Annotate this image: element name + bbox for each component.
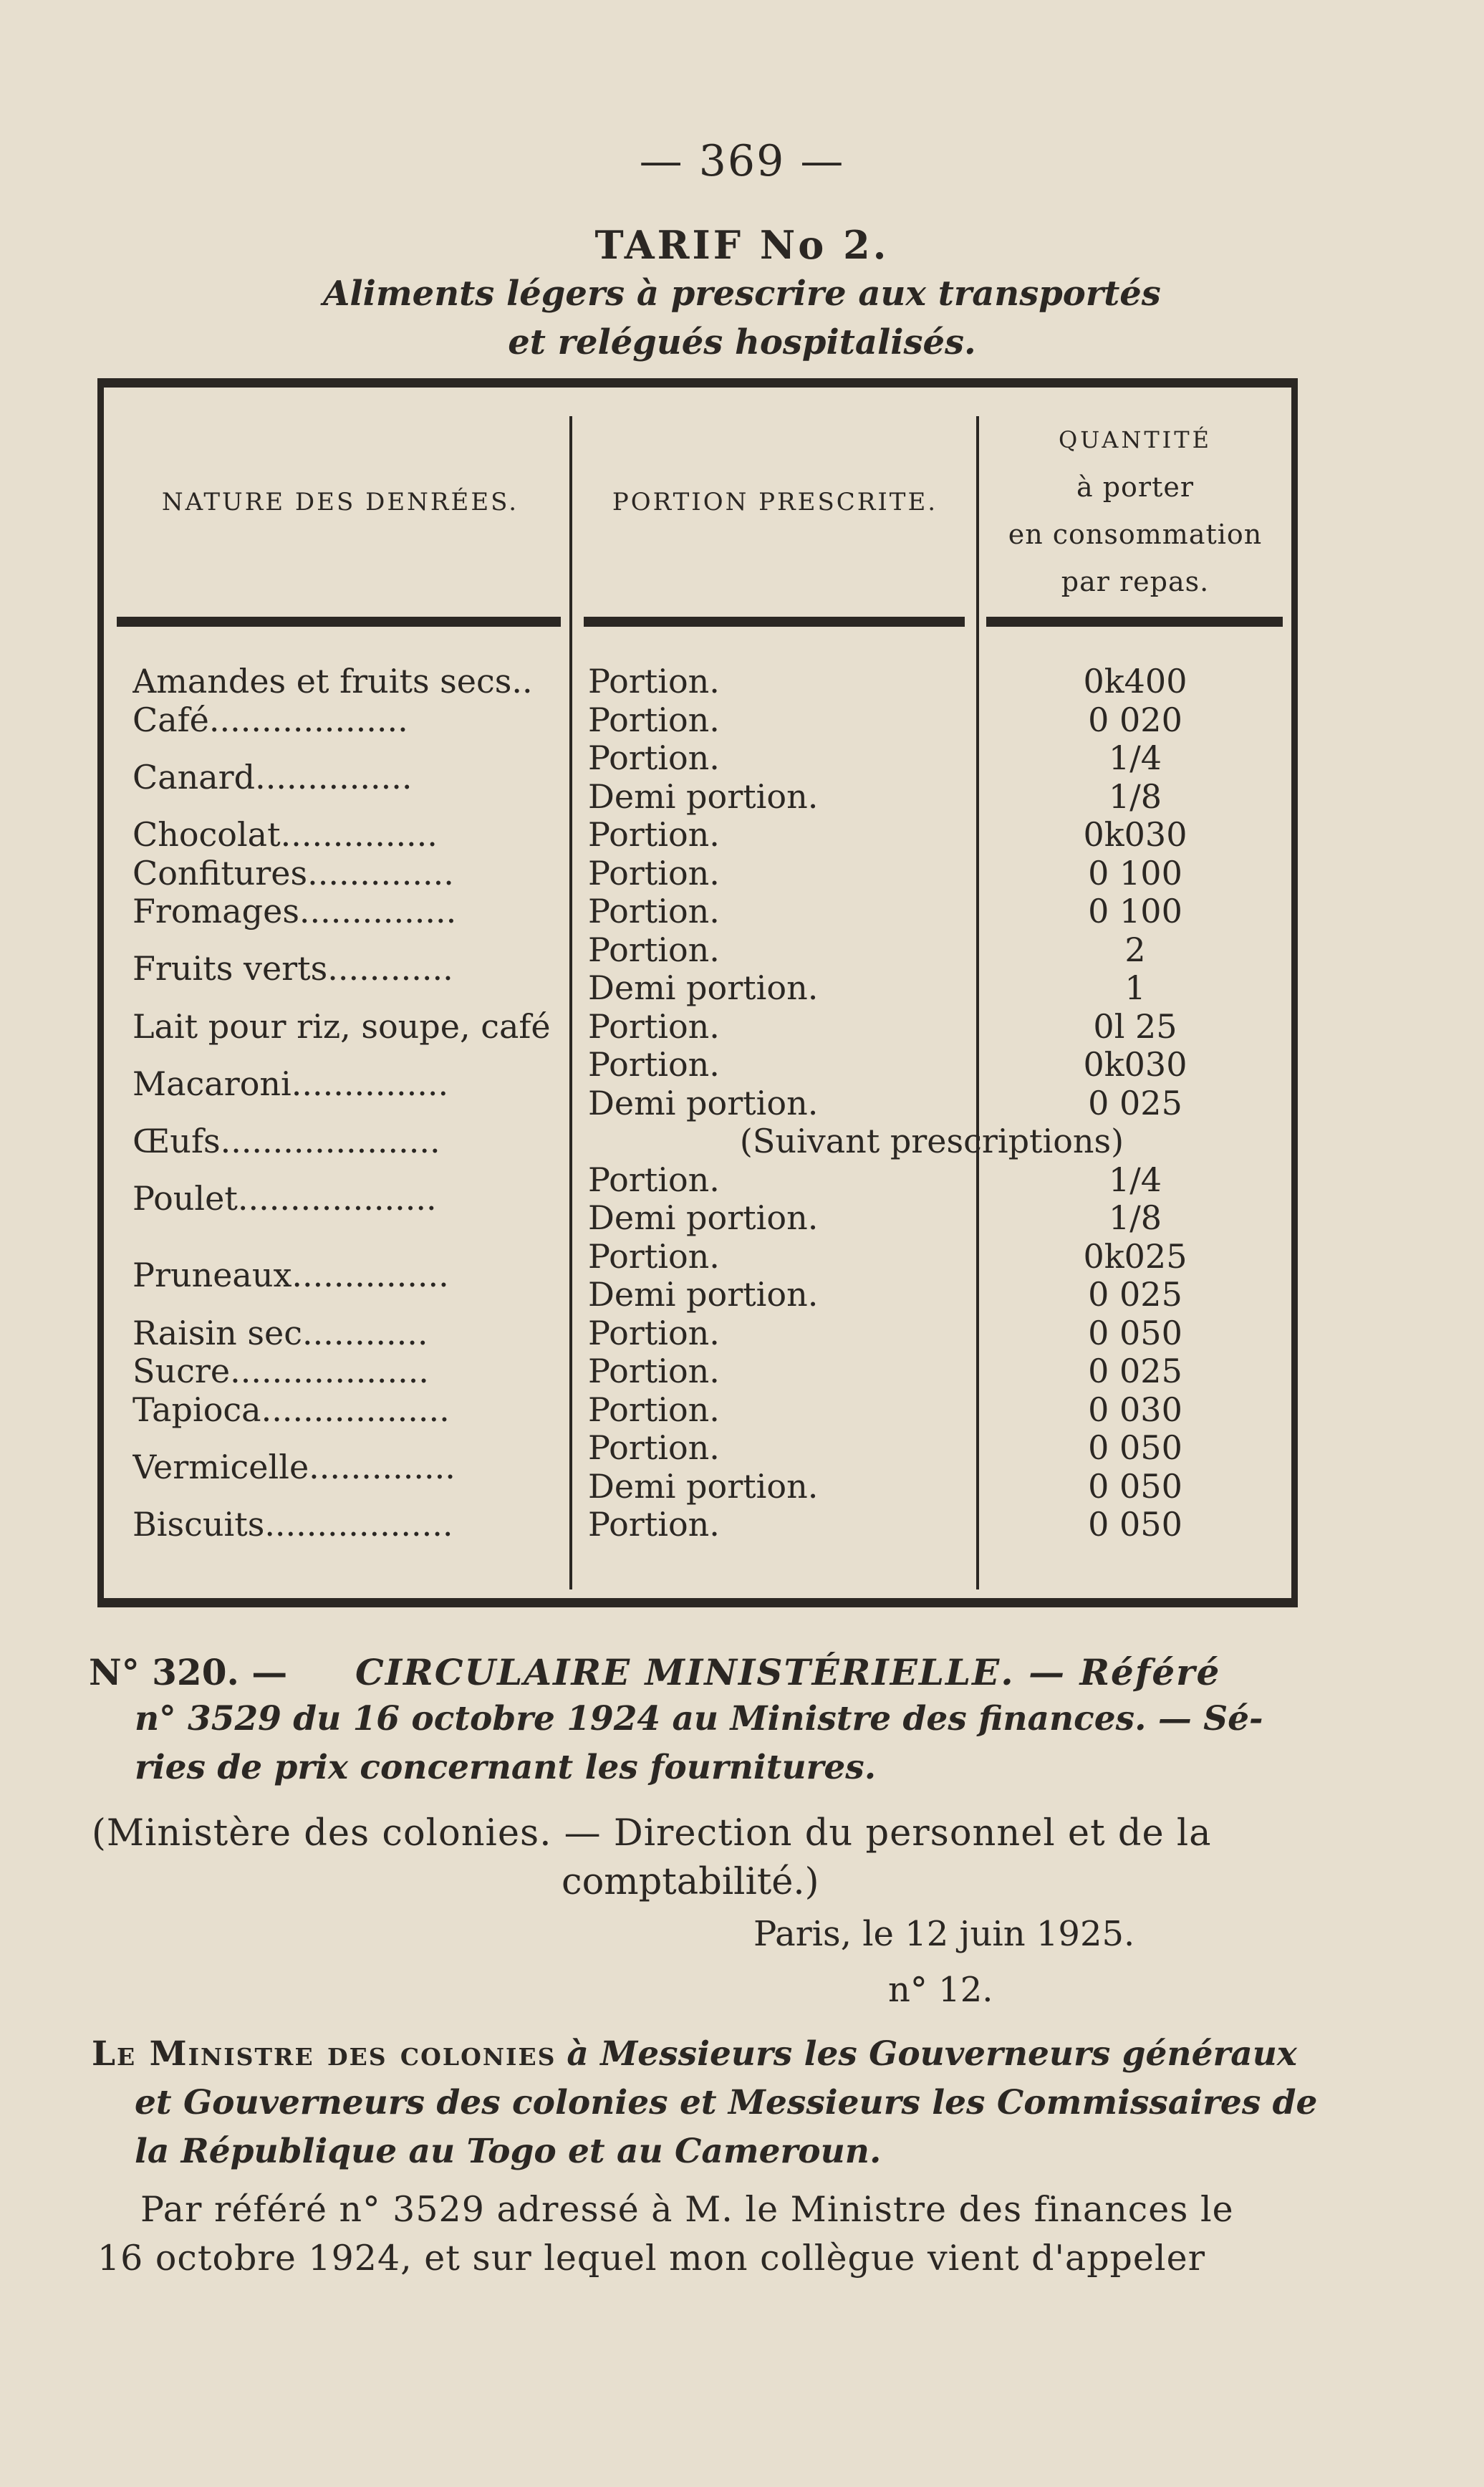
department-line-2: comptabilité.) — [562, 1861, 819, 1903]
row-quantity: 0 100 — [1088, 853, 1182, 893]
header-portion: PORTION PRESCRITE. — [612, 488, 938, 516]
row-name: Amandes et fruits secs.. — [132, 663, 533, 700]
circular-date: Paris, le 12 juin 1925. — [753, 1914, 1135, 1954]
row-name: Canard............... — [132, 758, 413, 796]
row-quantity: 0k025 — [1083, 1236, 1187, 1276]
row-portion: Portion. — [588, 1390, 720, 1429]
row-portion: Portion. — [588, 853, 720, 893]
row-quantity: 0 020 — [1088, 700, 1182, 739]
row-name: Chocolat............... — [132, 816, 438, 853]
header-quantite-line-1: QUANTITÉ — [1058, 426, 1212, 453]
row-portion: Demi portion. — [588, 1198, 819, 1237]
department-line-1: (Ministère des colonies. — Direction du personnel et de la — [92, 1812, 1212, 1855]
body-line-2: 16 octobre 1924, et sur lequel mon collègue vient d'appeler — [97, 2238, 1206, 2279]
row-portion: Portion. — [588, 1006, 720, 1046]
row-portion: Portion. — [588, 1428, 720, 1467]
row-portion: Portion. — [588, 700, 720, 739]
row-name: Fromages............... — [132, 893, 457, 930]
circular-heading-line-3: ries de prix concernant les fournitures. — [135, 1748, 877, 1787]
row-quantity: 1 — [1124, 968, 1146, 1007]
row-name: Macaroni............... — [132, 1064, 449, 1102]
tarif-table — [97, 378, 1298, 1607]
body-line-1: Par référé n° 3529 adressé à M. le Ministre des finances le — [140, 2189, 1234, 2230]
row-name: Sucre................... — [132, 1352, 429, 1390]
row-portion: Portion. — [588, 1160, 720, 1199]
row-quantity: 0k400 — [1083, 662, 1187, 701]
row-portion: Portion. — [588, 1352, 720, 1390]
row-portion: Portion. — [588, 1505, 720, 1544]
address-line-3: la République au Togo et au Cameroun. — [135, 2132, 882, 2171]
header-rule — [986, 617, 1283, 627]
row-quantity: 0 100 — [1088, 892, 1182, 930]
address-sender: Le Ministre des colonies — [92, 2034, 556, 2074]
row-quantity: 0k030 — [1083, 815, 1187, 854]
row-quantity: 1/4 — [1108, 1160, 1162, 1199]
row-portion: Demi portion. — [588, 1275, 819, 1314]
address-line-1 — [92, 2034, 1297, 2074]
header-rule — [117, 617, 561, 627]
tarif-title: TARIF No 2. — [594, 222, 890, 268]
row-portion: Portion. — [588, 892, 720, 930]
row-quantity: 0 050 — [1088, 1505, 1182, 1544]
row-portion: Portion. — [588, 739, 720, 777]
row-portion: Portion. — [588, 1236, 720, 1276]
row-quantity: 1/8 — [1108, 776, 1162, 816]
row-portion: Demi portion. — [588, 1466, 819, 1506]
row-quantity: 0k030 — [1083, 1045, 1187, 1084]
row-portion: Demi portion. — [588, 1083, 819, 1122]
row-name: Biscuits.................. — [132, 1506, 453, 1543]
circular-no: n° 12. — [888, 1970, 993, 2010]
row-quantity: 1/8 — [1108, 1198, 1162, 1237]
circular-number: N° 320. — — [89, 1651, 288, 1693]
circular-heading: CIRCULAIRE MINISTÉRIELLE. — Référé — [355, 1651, 1221, 1693]
row-quantity: 1/4 — [1108, 739, 1162, 777]
row-quantity: 0 050 — [1088, 1428, 1182, 1467]
header-nature: NATURE DES DENRÉES. — [161, 488, 519, 516]
row-portion: Portion. — [588, 1313, 720, 1352]
row-name: Vermicelle.............. — [132, 1448, 456, 1486]
row-quantity: 0 025 — [1088, 1352, 1182, 1390]
column-separator — [569, 416, 572, 1589]
row-quantity: 0 030 — [1088, 1390, 1182, 1429]
row-note: (Suivant prescriptions) — [739, 1122, 1124, 1160]
row-portion: Portion. — [588, 662, 720, 701]
row-quantity: 0 050 — [1088, 1313, 1182, 1352]
row-name: Poulet................... — [132, 1180, 437, 1218]
subtitle-line-1: Aliments légers à prescrire aux transportés — [323, 274, 1161, 314]
row-name: Lait pour riz, soupe, café — [132, 1007, 551, 1045]
row-quantity: 0l 25 — [1093, 1006, 1177, 1046]
header-quantite-line-3: en consommation — [1008, 519, 1263, 550]
row-name: Confitures.............. — [132, 854, 454, 892]
address-recipients: à Messieurs les Gouverneurs généraux — [567, 2034, 1297, 2074]
circular-heading-line-2: n° 3529 du 16 octobre 1924 au Ministre des finances. — Sé- — [135, 1699, 1263, 1738]
row-quantity: 0 025 — [1088, 1083, 1182, 1122]
row-name: Fruits verts............ — [132, 950, 453, 988]
row-quantity: 0 050 — [1088, 1466, 1182, 1506]
row-name: Œufs..................... — [132, 1122, 440, 1160]
row-portion: Portion. — [588, 1045, 720, 1084]
address-line-2: et Gouverneurs des colonies et Messieurs les Commissaires de — [135, 2083, 1318, 2122]
row-name: Tapioca.................. — [132, 1390, 450, 1428]
header-quantite-line-2: à porter — [1076, 471, 1195, 503]
header-quantite — [979, 416, 1291, 605]
row-name: Raisin sec............ — [132, 1314, 428, 1352]
subtitle-line-2: et relégués hospitalisés. — [508, 322, 976, 362]
header-quantite-line-4: par repas. — [1061, 566, 1210, 597]
row-name: Café................... — [132, 701, 408, 739]
row-portion: Demi portion. — [588, 968, 819, 1007]
row-name: Pruneaux............... — [132, 1256, 449, 1294]
row-portion: Demi portion. — [588, 776, 819, 816]
page-number: — 369 — — [639, 136, 845, 186]
row-portion: Portion. — [588, 930, 720, 969]
row-quantity: 0 025 — [1088, 1275, 1182, 1314]
header-rule — [584, 617, 965, 627]
row-quantity: 2 — [1124, 930, 1146, 969]
row-portion: Portion. — [588, 815, 720, 854]
